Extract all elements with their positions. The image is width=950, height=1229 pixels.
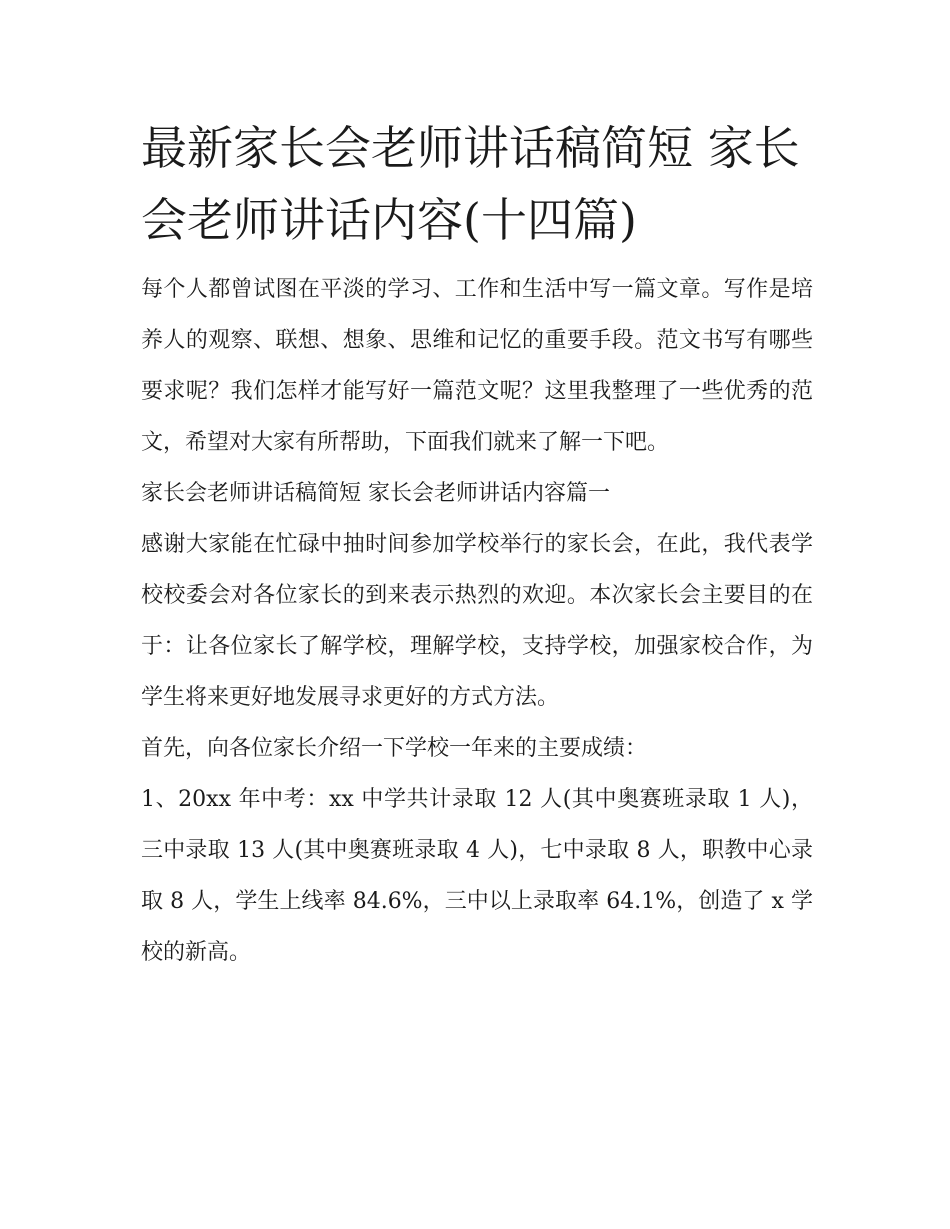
document-title: 最新家长会老师讲话稿简短 家长会老师讲话内容(十四篇): [141, 121, 800, 247]
document-page: [141, 112, 813, 978]
intro-paragraph: 每个人都曾试图在平淡的学习、工作和生活中写一篇文章。写作是培养人的观察、联想、想象、思维和记忆的重要手段。范文书写有哪些要求呢？我们怎样才能写好一篇范文呢？这里我整理了一些优秀的范文，希望对大家有所帮助，下面我们就来了解一下吧。: [141, 277, 813, 455]
section-heading: 家长会老师讲话稿简短 家长会老师讲话内容篇一: [141, 481, 610, 506]
list-item: 1、20xx 年中考：xx 中学共计录取 12 人(其中奥赛班录取 1 人)，三中录取 13 人(其中奥赛班录取 4 人)，七中录取 8 人，职教中心录取 8 人，学生上线率 84.6%，三中以上录取率 64.1%，创造了 x 学校的新高。: [141, 787, 813, 965]
body-paragraph: 首先，向各位家长介绍一下学校一年来的主要成绩：: [141, 736, 648, 761]
body-paragraph: 感谢大家能在忙碌中抽时间参加学校举行的家长会，在此，我代表学校校委会对各位家长的到来表示热烈的欢迎。本次家长会主要目的在于：让各位家长了解学校，理解学校，支持学校，加强家校合作，为学生将来更好地发展寻求更好的方式方法。: [141, 532, 813, 710]
